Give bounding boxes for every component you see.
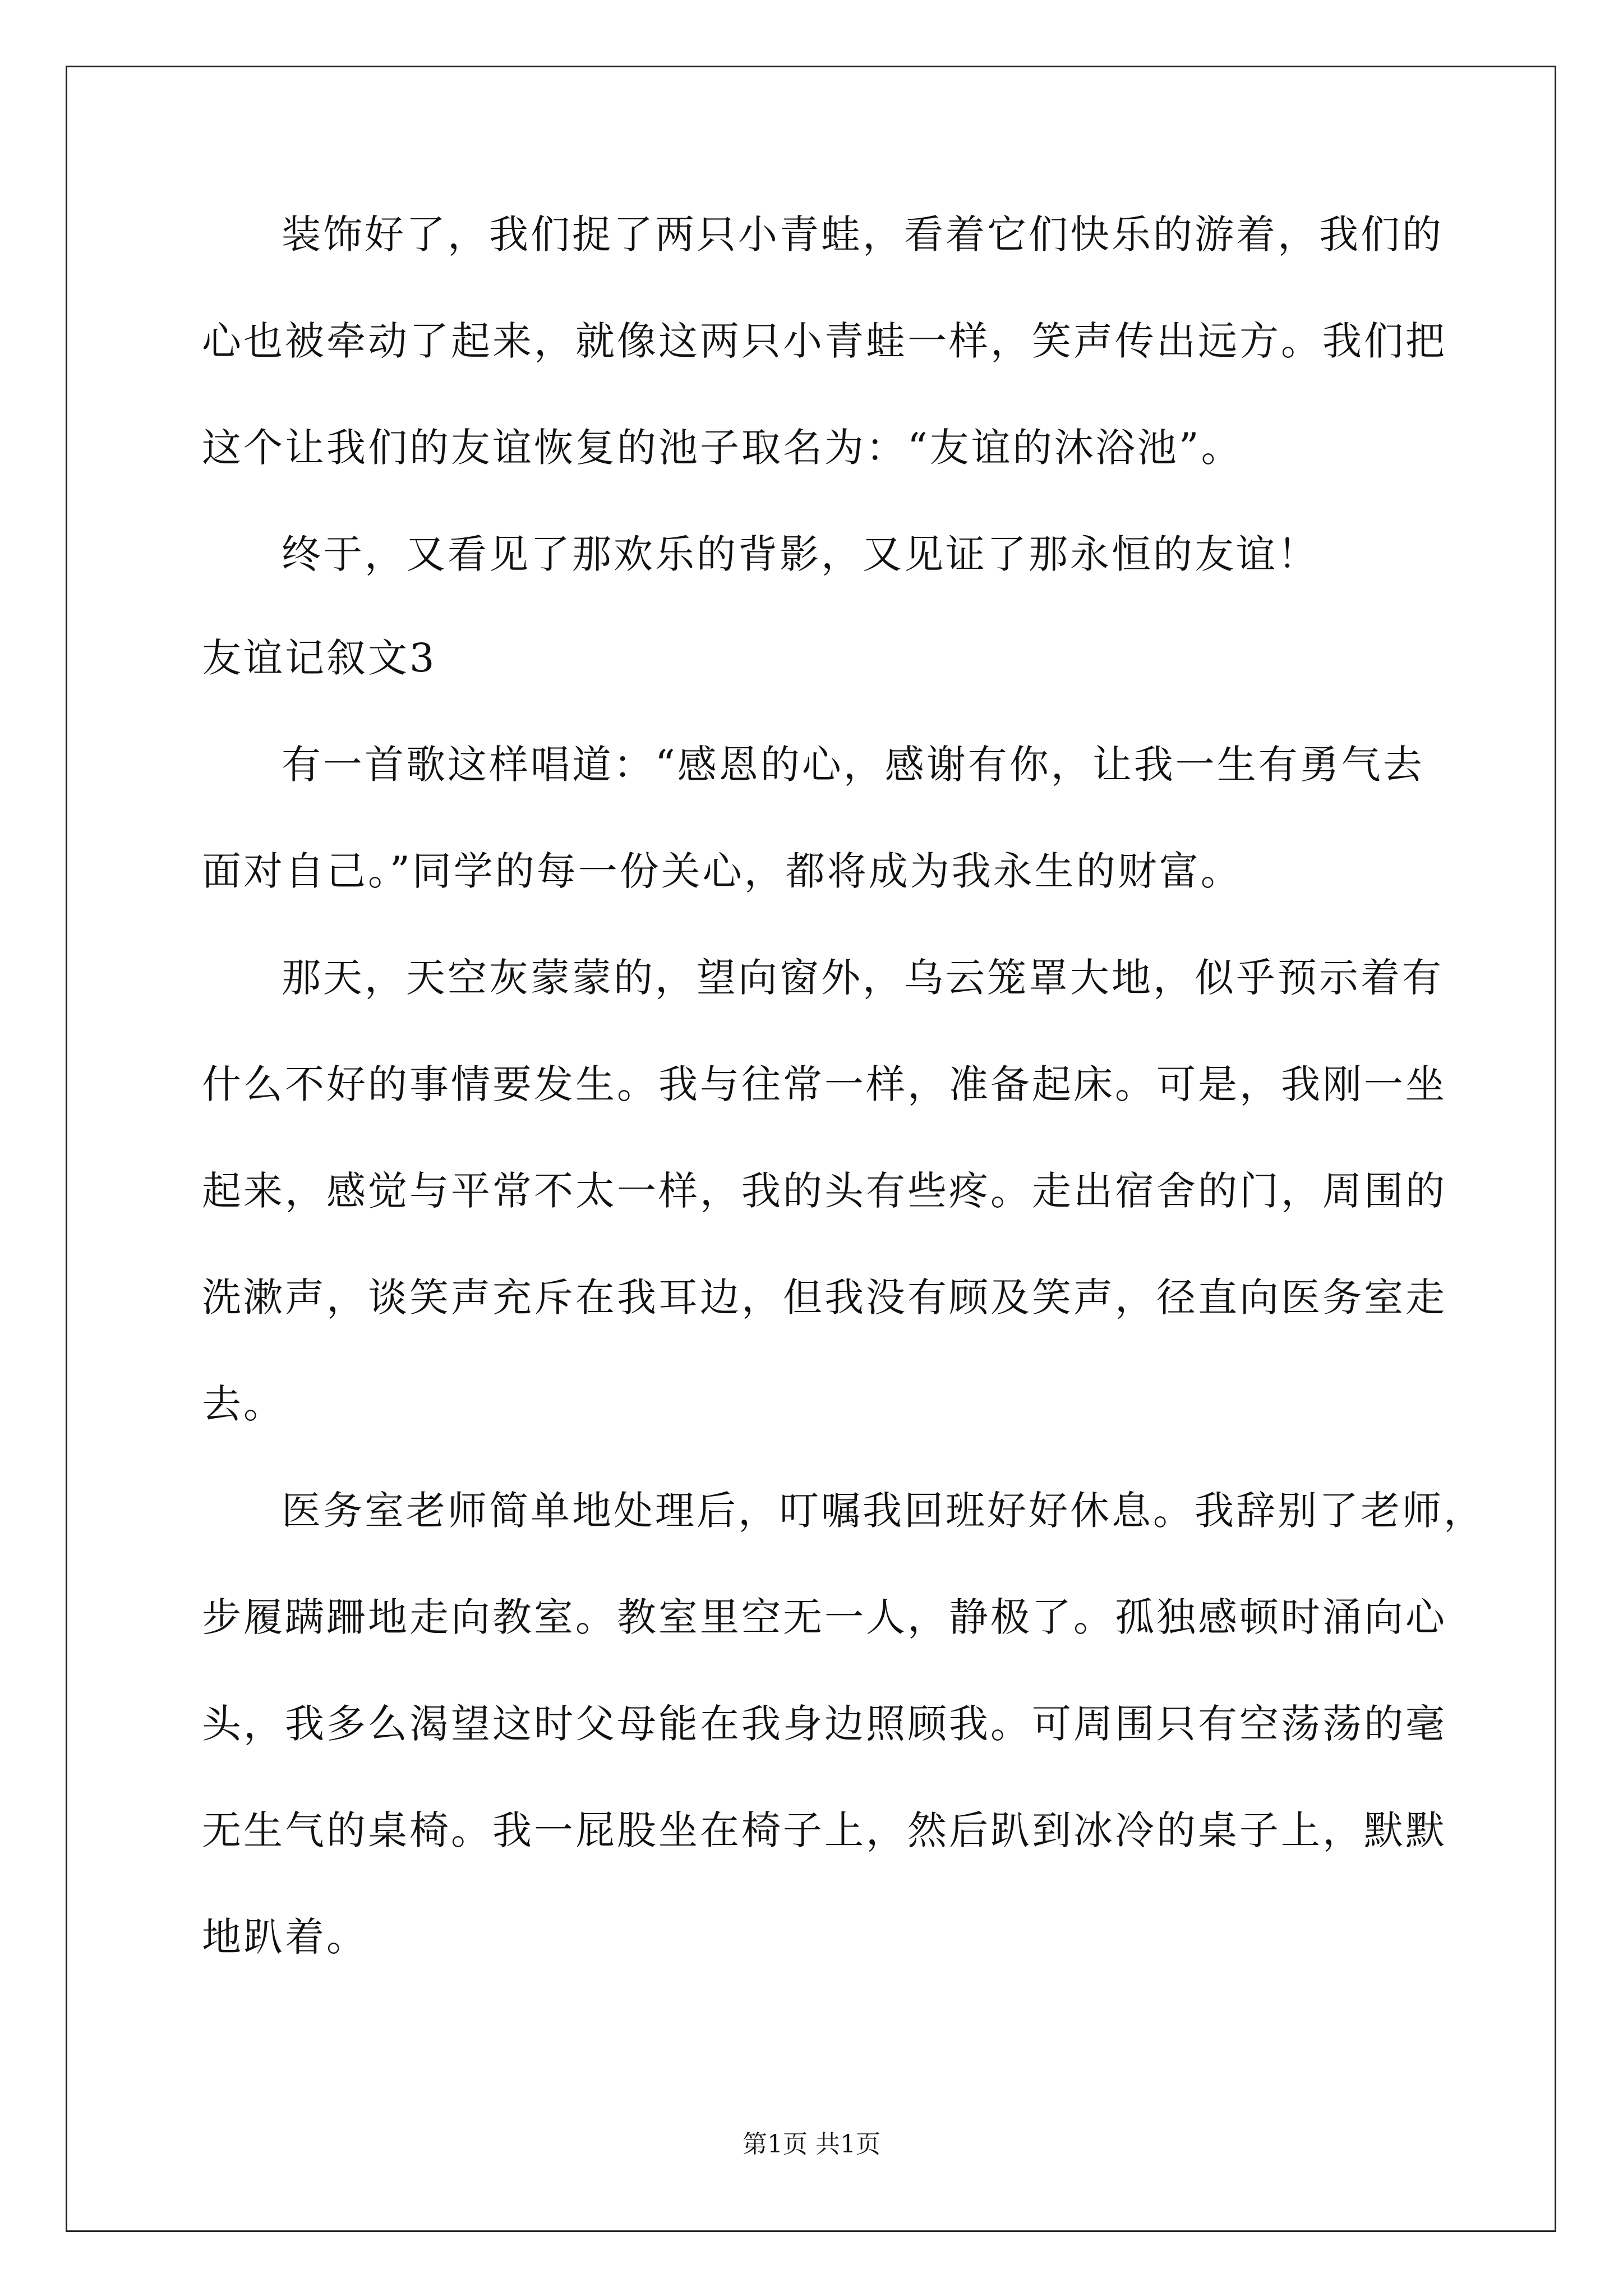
page-number: 第1页 共1页	[743, 2130, 880, 2159]
paragraph-line: 医务室老师简单地处理后，叮嘱我回班好好休息。我辞别了老师，	[282, 1488, 1485, 1534]
paragraph-line: 去。	[202, 1381, 285, 1427]
paragraph-line: 步履蹒跚地走向教室。教室里空无一人，静极了。孤独感顿时涌向心	[202, 1594, 1447, 1640]
paragraph-line: 装饰好了，我们捉了两只小青蛙，看着它们快乐的游着，我们的	[282, 211, 1444, 257]
paragraph-line: 洗漱声，谈笑声充斥在我耳边，但我没有顾及笑声，径直向医务室走	[202, 1274, 1447, 1320]
paragraph-line: 那天，天空灰蒙蒙的，望向窗外，乌云笼罩大地，似乎预示着有	[282, 955, 1444, 1001]
paragraph-line: 无生气的桌椅。我一屁股坐在椅子上，然后趴到冰冷的桌子上，默默	[202, 1807, 1447, 1853]
paragraph-line: 有一首歌这样唱道：“感恩的心，感谢有你，让我一生有勇气去	[282, 742, 1424, 788]
paragraph-line: 面对自己。”同学的每一份关心，都将成为我永生的财富。	[202, 848, 1242, 894]
paragraph-line: 头，我多么渴望这时父母能在我身边照顾我。可周围只有空荡荡的毫	[202, 1701, 1447, 1747]
page-border	[66, 66, 1556, 2232]
paragraph-line: 终于，又看见了那欢乐的背影，又见证了那永恒的友谊！	[282, 531, 1319, 577]
paragraph-line: 什么不好的事情要发生。我与往常一样，准备起床。可是，我刚一坐	[202, 1061, 1447, 1107]
paragraph-line: 这个让我们的友谊恢复的池子取名为：“友谊的沐浴池”。	[202, 425, 1243, 471]
section-heading: 友谊记叙文3	[202, 635, 437, 681]
paragraph-line: 心也被牵动了起来，就像这两只小青蛙一样，笑声传出远方。我们把	[202, 318, 1447, 364]
paragraph-line: 地趴着。	[202, 1914, 368, 1960]
paragraph-line: 起来，感觉与平常不太一样，我的头有些疼。走出宿舍的门，周围的	[202, 1168, 1447, 1214]
